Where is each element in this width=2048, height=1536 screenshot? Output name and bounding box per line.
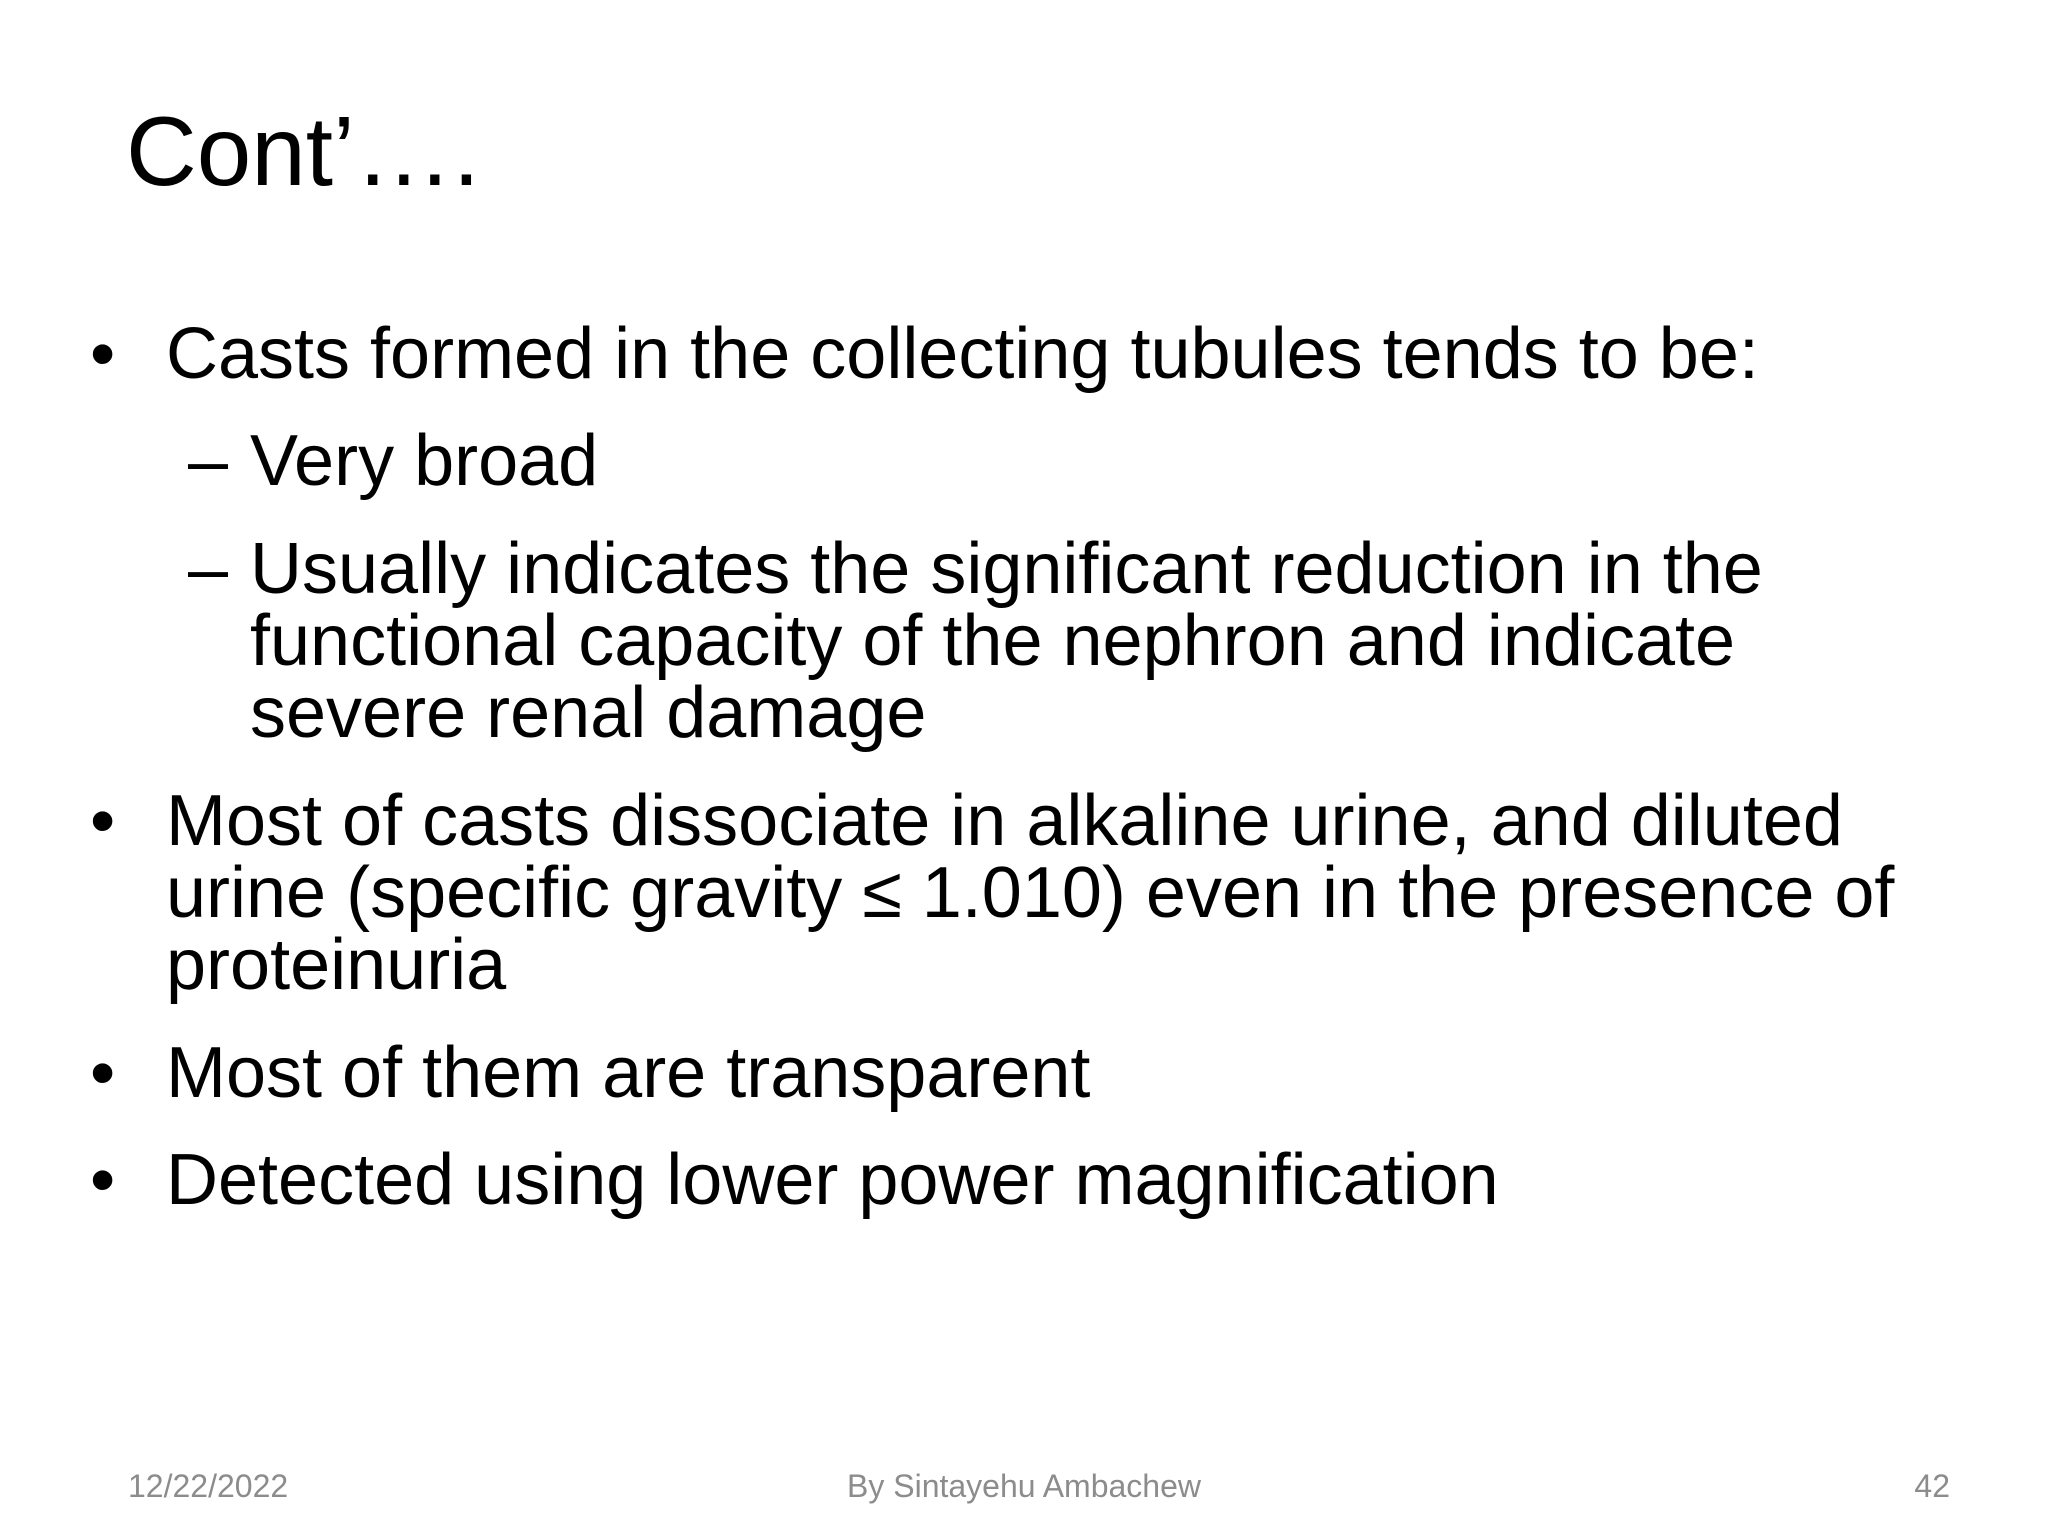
bullet-text: Most of them are transparent [166, 1033, 1091, 1113]
footer-page-number: 42 [1914, 1468, 1950, 1504]
footer-date: 12/22/2022 [128, 1468, 289, 1504]
bullet-icon: • [90, 1140, 116, 1220]
dash-icon: – [188, 529, 229, 609]
bullet-item [90, 314, 1996, 394]
bullet-icon: • [90, 1033, 116, 1113]
sub-bullet-item [188, 529, 1950, 753]
bullet-icon: • [90, 781, 116, 861]
bullet-icon: • [90, 314, 116, 394]
bullet-text: Most of casts dissociate in alkaline urine, and diluted urine (specific gravity ≤ 1.010) even in the presence of proteinuria [166, 781, 1895, 1005]
sub-bullet-text: Very broad [250, 421, 599, 501]
footer-author: By Sintayehu Ambachew [847, 1468, 1201, 1504]
bullet-item [90, 1033, 1996, 1113]
dash-icon: – [188, 421, 229, 501]
sub-bullet-text: Usually indicates the significant reduction in the functional capacity of the nephron and indicate severe renal damage [250, 529, 1763, 753]
bullet-text: Casts formed in the collecting tubules tends to be: [166, 314, 1759, 394]
bullet-item [90, 781, 1996, 1005]
bullet-item [90, 1140, 1996, 1220]
slide-title: Cont’…. [126, 96, 481, 206]
bullet-text: Detected using lower power magnification [166, 1140, 1499, 1220]
sub-bullet-item [188, 421, 1950, 501]
